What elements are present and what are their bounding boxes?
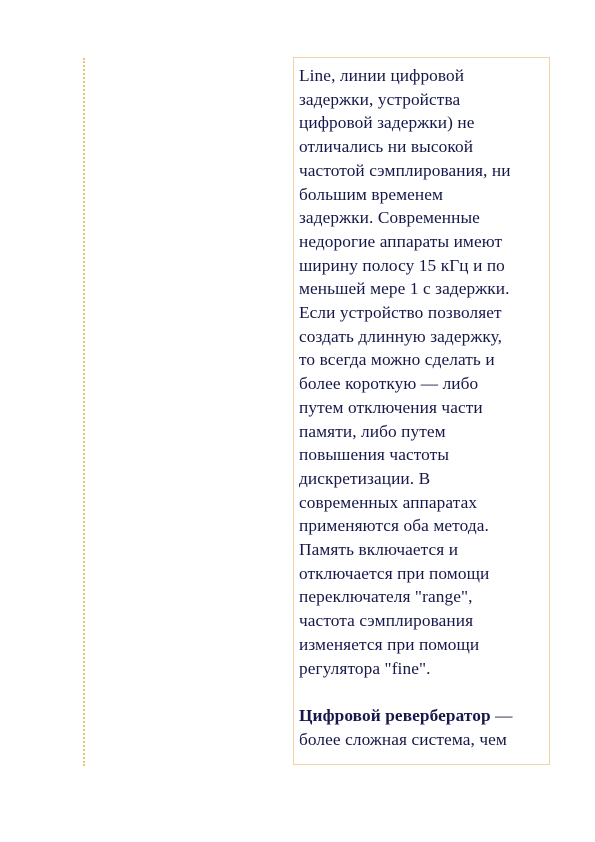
text-line: современных аппаратах xyxy=(299,492,478,512)
text-line: задержки. Современные xyxy=(299,208,480,228)
text-column xyxy=(299,64,546,751)
text-line: более сложная система, чем xyxy=(299,729,507,749)
text-line xyxy=(299,704,546,728)
text-line: частотой сэмплирования, ни xyxy=(299,160,511,180)
text-frame xyxy=(293,57,550,765)
text-line: то всегда можно сделать и xyxy=(299,350,495,370)
text-line: путем отключения части xyxy=(299,397,483,417)
text-line: меньшей мере 1 с задержки. xyxy=(299,279,510,299)
text-line: повышения частоты xyxy=(299,445,450,465)
text-line: применяются оба метода. xyxy=(299,516,489,536)
text-line: переключателя "range", xyxy=(299,587,473,607)
text-line: отключается при помощи xyxy=(299,563,490,583)
text-line: памяти, либо путем xyxy=(299,421,446,441)
text-line: большим временем xyxy=(299,184,444,204)
text-line: Line, линии цифровой xyxy=(299,66,465,85)
text-line: недорогие аппараты имеют xyxy=(299,231,503,251)
text-line: задержки, устройства xyxy=(299,89,461,109)
text-line: дискретизации. В xyxy=(299,468,431,488)
text-line: цифровой задержки) не xyxy=(299,113,475,133)
paragraph-spacing xyxy=(299,680,546,704)
dash-text: — xyxy=(490,705,513,725)
text-line: регулятора "fine". xyxy=(299,658,431,678)
text-line: частота сэмплирования xyxy=(299,611,474,631)
text-line: создать длинную задержку, xyxy=(299,326,503,346)
reverb-term: Цифровой ревербератор xyxy=(299,705,491,725)
margin-dotted-rule xyxy=(83,58,85,766)
text-line: Если устройство позволяет xyxy=(299,303,502,323)
text-line: более короткую — либо xyxy=(299,374,479,394)
paragraph-digital-reverb xyxy=(299,704,546,751)
text-line: отличались ни высокой xyxy=(299,137,474,157)
text-line: изменяется при помощи xyxy=(299,634,480,654)
paragraph-delay-devices xyxy=(299,64,546,680)
text-line: Память включается и xyxy=(299,540,459,560)
text-line: ширину полосу 15 кГц и по xyxy=(299,255,505,275)
